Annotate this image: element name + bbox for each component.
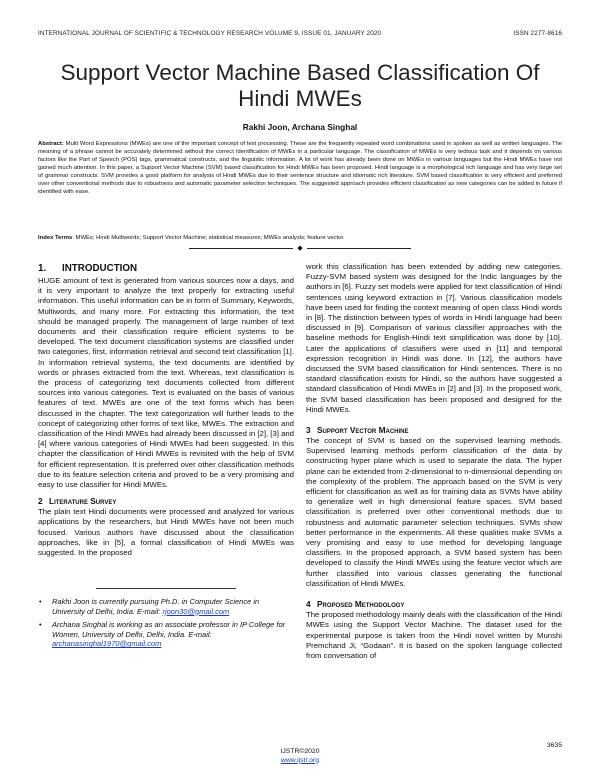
section-heading-methodology: [306, 598, 562, 610]
section-number: 4: [306, 599, 311, 610]
section-heading-svm: [306, 424, 562, 436]
bullet-icon: •: [39, 596, 42, 606]
footnote-author-1: [38, 597, 294, 616]
footer-site-link[interactable]: www.ijstr.org: [280, 756, 320, 764]
right-column: [306, 262, 562, 661]
section-title: Literature Survey: [49, 496, 117, 507]
email-link[interactable]: archanasinghal1970@gmail.com: [52, 639, 162, 649]
index-terms-label: Index Terms: [38, 235, 73, 241]
separator-rule-left: [189, 248, 293, 249]
running-header: [38, 30, 562, 37]
email-link[interactable]: rjoon30@gmail.com: [162, 606, 230, 616]
section-number: 1.: [38, 263, 47, 274]
page-footer: [0, 748, 600, 765]
svm-paragraph: The concept of SVM is based on the supervised learning methods. Supervised learning methods perform classification of the data by constructing hyper plane which is used to separate the data. The hyper plane can be extended from 2-dimensional to n-dimensional depending on the complexity of the problem. The approach based on the SVM is very efficient for classification as well as for training data as SVMs have ability to generalize well in high dimensional feature spaces. SVM based classification is preferred over other conventional methods due to robustness and automatic parameter selection techniques. SVMs show better performance in the experiments. All these qualities make SVMs a very promising and easy to use method for developing language classifiers. In the proposed approach, a SVM based system has been developed to classify the Hindi MWEs using the feature vector which are further classified into various classes generating the functional classification of Hindi MWEs.: [306, 436, 562, 588]
section-title: INTRODUCTION: [62, 263, 138, 274]
section-number: 2: [38, 496, 43, 507]
literature-survey-continued: work this classification has been extended by adding new categories. Fuzzy-SVM based system was designed for the Indic languages by the authors in [6]. Fuzzy set models were applied for text classification of Hindi sentences using keyword extraction in [7]. Various classification models have been used for finding the context meaning of open class Hindi words in [8]. The distinction between types of words in Hindi language had been discussed in [9]. Comparison of various classifier approaches with the baseline methods for English-Hindi text simplification was done by [10]. Later the applications of classifiers were used in [11] and temporal expression recognition in Hindi was done. In [12], the authors have discussed the SVM based classification for Hindi sentences. There is no standard classification exists for Hindi, so the authors have suggested a standard classification of Hindi MWEs in [2] and [3]. In the proposed work, the SVM based classification has been proposed and designed for the Hindi MWEs.: [306, 262, 562, 414]
footnote-text: Archana Singhal is working as an associate professor in IP College for Women, University of Delhi, Delhi, India. E-mail:: [52, 620, 286, 639]
journal-header: INTERNATIONAL JOURNAL OF SCIENTIFIC & TECHNOLOGY RESEARCH VOLUME 9, ISSUE 01, JANUARY 2020: [38, 30, 382, 37]
separator-rule-right: [307, 248, 411, 249]
section-heading-literature-survey: [38, 495, 294, 507]
section-title: Proposed Methodology: [317, 599, 405, 610]
abstract-label: Abstract:: [38, 141, 64, 147]
footnote-rule: [96, 588, 236, 589]
title-line-2: Hindi MWEs: [238, 86, 362, 111]
left-column: [38, 262, 294, 653]
introduction-paragraph: HUGE amount of text is generated from various sources now a days, and it is very important to analyze the text properly for extracting useful information. This useful information can be in form of Summary, Keywords, Multiwords, and many more. For extracting this information, the text should be managed properly. The management of large number of text documents and their classification require efficient systems to be developed. The text document classification systems are classified under two categories, first, information retrieval and second text classification [1]. In information retrieval systems, the text documents are identified by words or phrases extracted from the text. Whereas, text classification is the process of categorizing text documents collected from different sources into various categories. Text is evaluated on the basis of various features of text. MWEs are one of the text forms which has been discussed in the chapter. The text categorization will further leads to the concept of categorizing other forms of text like, MWEs. The extraction and classification of the Hindi MWEs had already been discussed in [2], [3] and [4] where various categories of Hindi MWEs had been suggested. In this chapter the classification of Hindi MWEs is revisited with the help of SVM for efficient representation. It is preferred over other classification methods due to its feature selection criteria and proved to be a very promising and easy to use classifier for Hindi MWEs.: [38, 276, 294, 490]
footnote-author-2: [38, 620, 294, 649]
title-line-1: Support Vector Machine Based Classification Of: [60, 60, 540, 85]
authors: Rakhi Joon, Archana Singhal: [242, 122, 358, 132]
abstract: [38, 140, 562, 196]
paper-title: [30, 60, 570, 112]
section-number: 3: [306, 425, 311, 436]
abstract-text: Multi Word Expressions (MWEs) are one of the important concept of text processing. These are the frequently repeated word combinations used in spoken as well as written languages. The meaning of a phrase cannot be accurately determined without the correct identification of MWEs in a particular language. The classification of MWEs is very tedious task and it depends on various factors like the Part of Speech (POS) tags, grammatical constructs, and the linguistic information. A lot of work has already been done on MWEs in various languages but the Hindi MWEs have not gained much attention. In this paper, a Support Vector Machine (SVM) based classification for Hindi MWEs has been proposed. Hindi language is a morphological rich language and has very large set of grammar constructs. SVM provides a good platform for analysis of Hindi MWEs due to their sentence structure and idiomatic rich literature. SVM based classification is very efficient and preferred over other conventional methods due to robustness and automatic parameter selection techniques. The suggested approach provides efficient classification as new categories can be added in future if identified with ease.: [38, 141, 562, 196]
index-terms-text: : MWEs; Hindi Multiwords; Support Vector Machine; statistical measures; MWEs analysis; feature vector.: [72, 235, 345, 241]
page-number: 3635: [546, 742, 562, 749]
literature-survey-paragraph: The plain text Hindi documents were processed and analyzed for various applications by the researchers, but Hindi MWEs have not been much focused. Various authors have discussed about the classification approaches, like in [5], a formal classification of Hindi MWEs was suggested. In the proposed: [38, 507, 294, 558]
index-terms: [38, 234, 562, 242]
footnote-text: Rakhi Joon is currently pursuing Ph.D. in Computer Science in University of Delhi, India. E-mail:: [52, 596, 260, 616]
section-heading-introduction: [38, 262, 294, 276]
footer-code: IJSTR©2020: [280, 748, 320, 755]
bullet-icon: •: [39, 620, 42, 630]
diamond-icon: ◆: [297, 244, 303, 252]
section-title: Support Vector Machine: [317, 425, 409, 436]
issn: ISSN 2277-8616: [513, 30, 562, 37]
separator: [0, 243, 600, 253]
methodology-paragraph: The proposed methodology mainly deals with the classification of the Hindi MWEs using the Support Vector Machine. The dataset used for the experimental purpose is taken from the Hindi novel written by Munshi Premchand Ji, “Godaan”. It is based on the spoken language collected from conversation of: [306, 610, 562, 660]
